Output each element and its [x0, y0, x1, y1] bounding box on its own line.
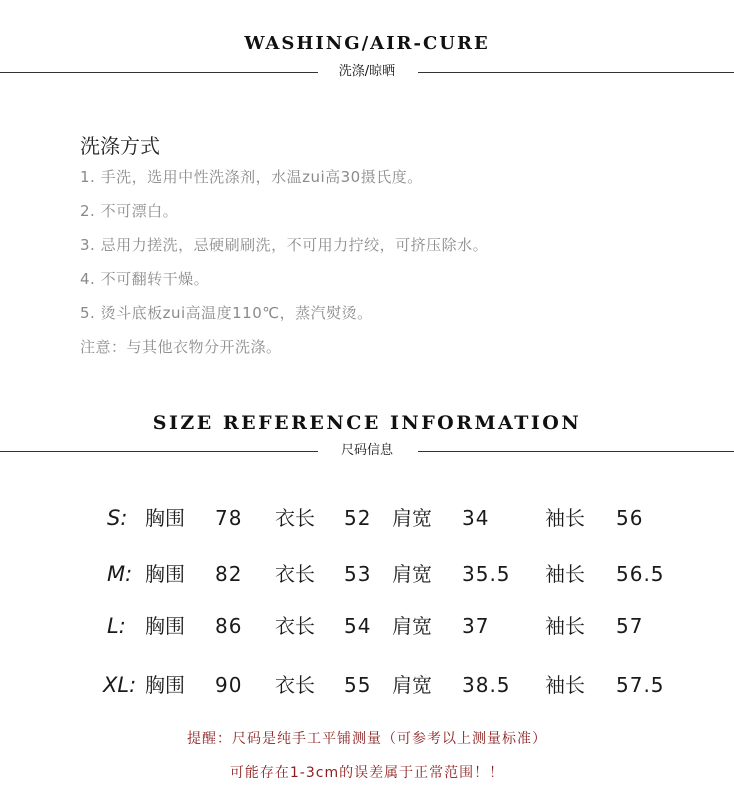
- size-label: L:: [107, 614, 126, 638]
- size-row-l: [0, 606, 734, 646]
- washing-instruction-item: 5. 烫斗底板zui高温度110℃，蒸汽熨烫。: [80, 304, 373, 322]
- sleeve-label: 袖长: [545, 673, 585, 697]
- length-label: 衣长: [275, 673, 315, 697]
- size-label: XL:: [103, 673, 137, 697]
- chest-label: 胸围: [145, 562, 185, 586]
- length-value: 54: [344, 614, 372, 638]
- washing-instruction-item: 2. 不可漂白。: [80, 202, 179, 220]
- washing-instruction-item: 4. 不可翻转干燥。: [80, 270, 210, 288]
- size-section-subtitle: 尺码信息: [340, 443, 393, 458]
- size-section-title: SIZE REFERENCE INFORMATION: [152, 412, 582, 434]
- divider-line-right: [418, 72, 734, 73]
- shoulder-label: 肩宽: [392, 562, 432, 586]
- length-label: 衣长: [275, 506, 315, 530]
- chest-value: 86: [215, 614, 243, 638]
- shoulder-label: 肩宽: [392, 506, 432, 530]
- length-value: 53: [344, 562, 372, 586]
- size-label: S:: [107, 506, 128, 530]
- washing-instruction-item: 3. 忌用力搓洗，忌硬刷刷洗，不可用力拧绞，可挤压除水。: [80, 236, 489, 254]
- length-value: 55: [344, 673, 372, 697]
- chest-label: 胸围: [145, 614, 185, 638]
- sleeve-label: 袖长: [545, 506, 585, 530]
- size-label: M:: [107, 562, 133, 586]
- washing-section-subtitle: 洗涤/晾晒: [338, 64, 396, 79]
- divider-line-right: [418, 451, 734, 452]
- sleeve-label: 袖长: [545, 562, 585, 586]
- sleeve-value: 56: [616, 506, 644, 530]
- shoulder-label: 肩宽: [392, 673, 432, 697]
- size-row-xl: [0, 665, 734, 705]
- shoulder-value: 38.5: [462, 673, 511, 697]
- washing-divider: [0, 62, 734, 82]
- length-label: 衣长: [275, 614, 315, 638]
- washing-instruction-item: 1. 手洗，选用中性洗涤剂，水温zui高30摄氏度。: [80, 168, 423, 186]
- measurement-tolerance-note: 可能存在1-3cm的误差属于正常范围！！: [229, 765, 505, 781]
- length-label: 衣长: [275, 562, 315, 586]
- shoulder-value: 35.5: [462, 562, 511, 586]
- size-row-m: [0, 554, 734, 594]
- chest-label: 胸围: [145, 506, 185, 530]
- sleeve-value: 57: [616, 614, 644, 638]
- sleeve-value: 56.5: [616, 562, 665, 586]
- sleeve-value: 57.5: [616, 673, 665, 697]
- size-divider: [0, 441, 734, 461]
- washing-section-title: WASHING/AIR-CURE: [244, 33, 490, 54]
- chest-value: 82: [215, 562, 243, 586]
- chest-value: 90: [215, 673, 243, 697]
- shoulder-value: 34: [462, 506, 490, 530]
- length-value: 52: [344, 506, 372, 530]
- shoulder-value: 37: [462, 614, 490, 638]
- sleeve-label: 袖长: [545, 614, 585, 638]
- shoulder-label: 肩宽: [392, 614, 432, 638]
- size-row-s: [0, 498, 734, 538]
- measurement-reminder: 提醒：尺码是纯手工平铺测量（可参考以上测量标准）: [187, 731, 547, 747]
- chest-label: 胸围: [145, 673, 185, 697]
- washing-note: 注意：与其他衣物分开洗涤。: [80, 338, 282, 356]
- chest-value: 78: [215, 506, 243, 530]
- washing-instructions-list: [80, 165, 488, 369]
- washing-method-heading: 洗涤方式: [80, 134, 160, 158]
